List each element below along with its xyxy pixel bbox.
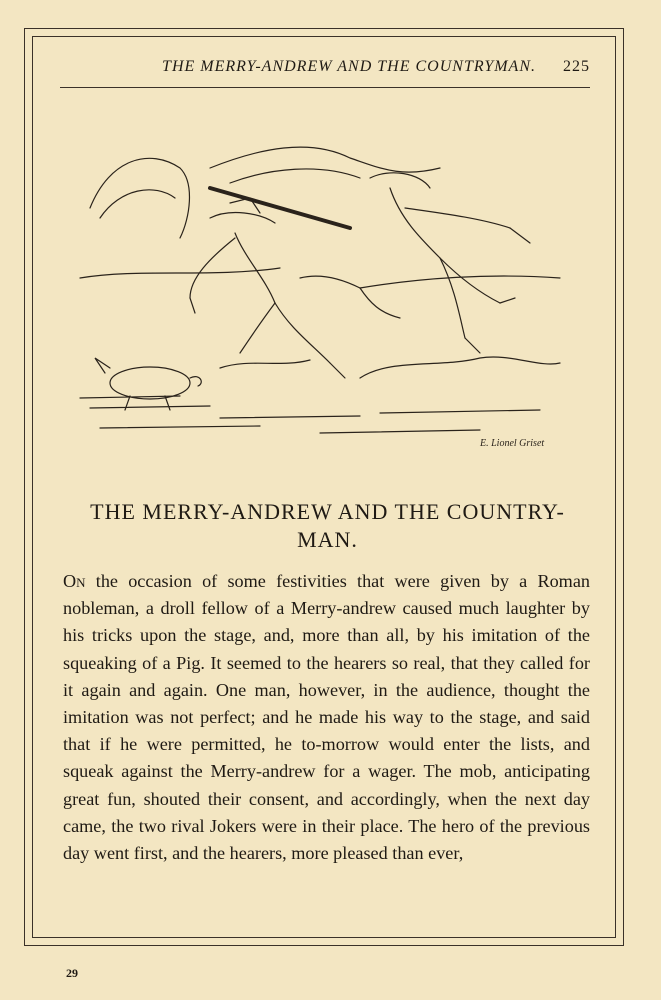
artist-signature: E. Lionel Griset <box>480 438 545 449</box>
running-head-title: THE MERRY-ANDREW AND THE COUNTRYMAN. <box>162 58 536 75</box>
engraving-chase-icon <box>60 128 590 458</box>
head-rule <box>60 87 590 88</box>
story-title-line2: MAN. <box>297 527 358 552</box>
engraving-illustration <box>60 128 590 458</box>
story-paragraph: the occasion of some festivities that were given by a Roman nobleman, a droll fellow of a Merry-andrew caused much laughter by his tricks upon the stage, and, more than all, by his imitation of the squeaking of a Pig. It seemed to the hearers so real, that they called for it again and again. One man, however, in the audience, thought the imitation was not perfect; and he made his way to the stage, and said that if he were permitted, he to-morrow would enter the lists, and squeak against the Merry-andrew for a wager. The mob, anticipating great fun, shouted their consent, and accordingly, when the next day came, the two rival Jokers were in their place. The hero of the previous day went first, and the hearers, more pleased than ever, <box>63 571 590 864</box>
first-word: On <box>63 571 86 591</box>
page-number: 225 <box>563 58 590 75</box>
running-head <box>60 58 590 80</box>
story-title-line1: THE MERRY-ANDREW AND THE COUNTRY- <box>90 499 565 524</box>
story-body <box>63 568 590 867</box>
signature-mark: 29 <box>66 966 78 980</box>
story-title <box>55 498 600 554</box>
